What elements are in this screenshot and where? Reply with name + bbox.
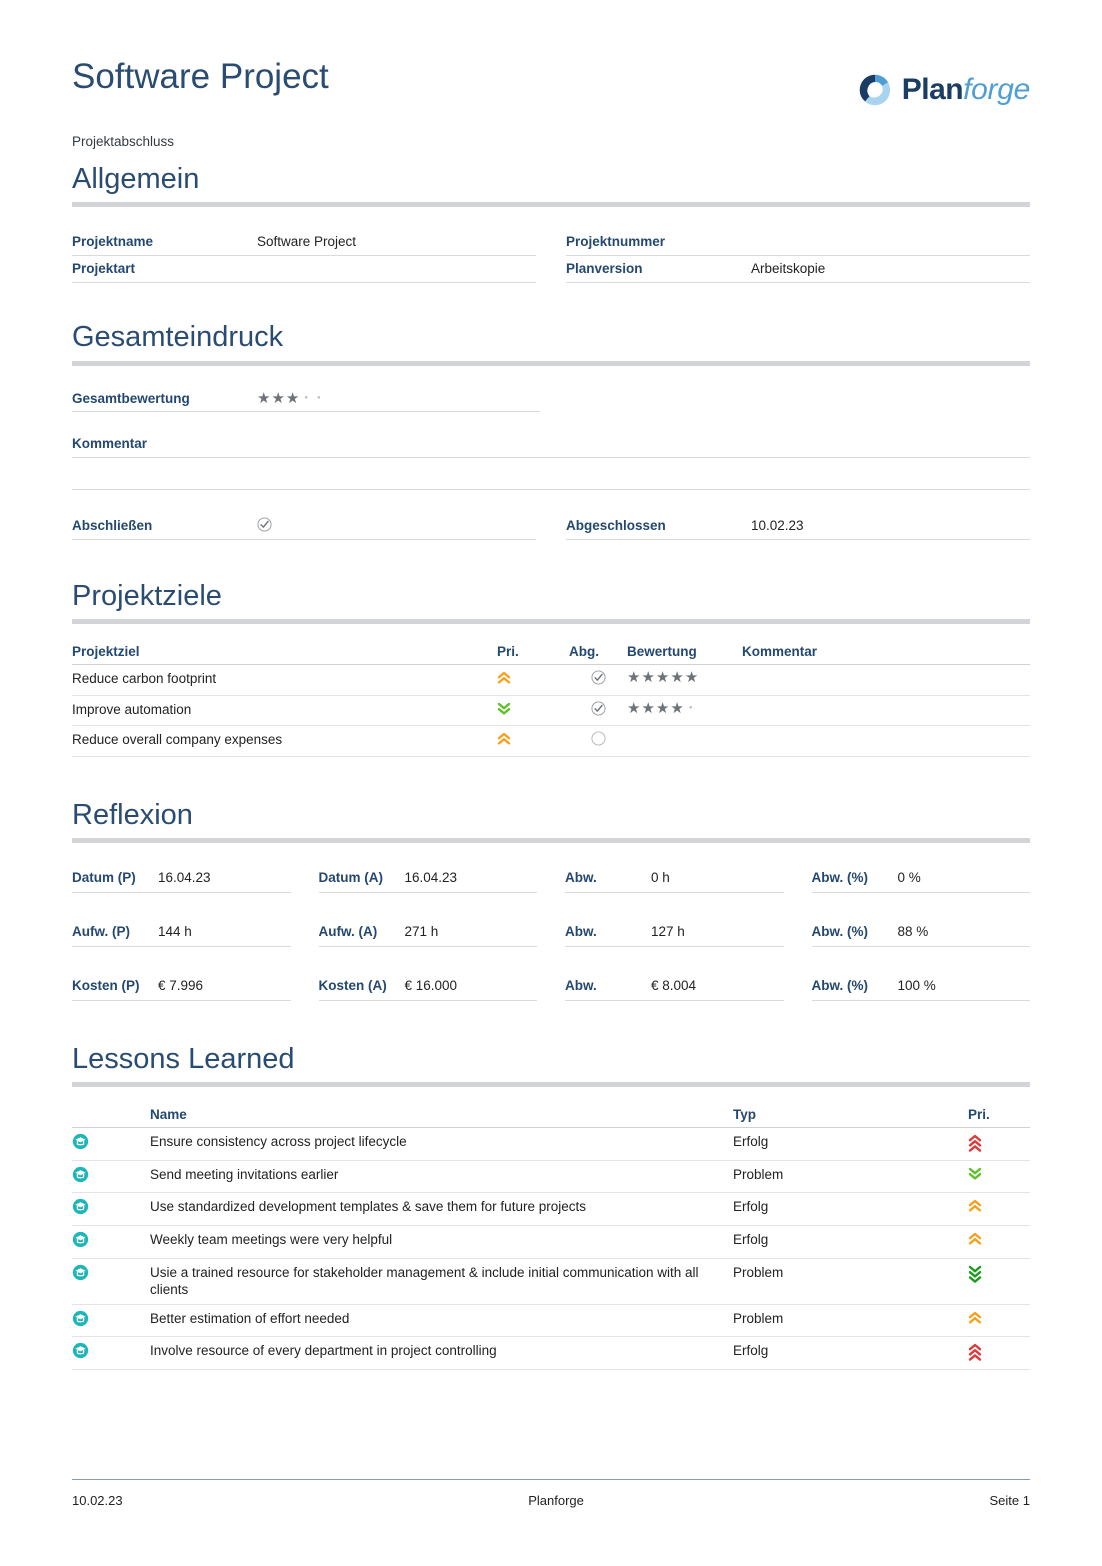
- graduation-cap-icon: [72, 1198, 89, 1215]
- field-gesamtbewertung: [72, 388, 540, 412]
- field-label: Datum (A): [318, 870, 383, 886]
- reflexion-field: [72, 865, 291, 893]
- check-circle-icon: [591, 670, 606, 685]
- field-label: Kosten (P): [72, 978, 140, 994]
- lessons-learned-rows: [72, 1128, 1030, 1369]
- field-label: Abw. (%): [811, 924, 868, 940]
- priority-high-icon: [968, 1231, 982, 1246]
- footer-divider: [72, 1479, 1030, 1480]
- section-title-lessons-learned: Lessons Learned: [72, 1043, 295, 1076]
- lesson-type: Erfolg: [733, 1128, 968, 1161]
- document-subtitle: Projektabschluss: [72, 134, 175, 149]
- star-filled-icon: ★: [285, 389, 300, 407]
- reflexion-field: [72, 973, 291, 1001]
- check-circle-icon: [591, 701, 606, 716]
- footer-page-number: Seite 1: [989, 1493, 1030, 1508]
- field-kommentar: [72, 436, 1030, 490]
- footer-brand: Planforge: [528, 1493, 584, 1508]
- graduation-cap-icon: [72, 1166, 89, 1183]
- star-empty-icon: ●: [688, 705, 693, 712]
- projektziele-rows: [72, 665, 1030, 757]
- section-gesamteindruck: [72, 321, 1030, 539]
- field-value: 16.04.23: [404, 870, 458, 886]
- document-header: [72, 0, 1030, 108]
- field-projektnummer: [566, 229, 1030, 256]
- field-label: Datum (P): [72, 870, 136, 886]
- reflexion-field: [319, 919, 538, 947]
- lesson-name: Better estimation of effort needed: [150, 1304, 733, 1337]
- table-row: [72, 695, 1030, 726]
- field-value: 144 h: [158, 924, 192, 940]
- goal-completed[interactable]: [569, 726, 627, 757]
- field-label: Abw.: [565, 978, 597, 994]
- goal-priority: [497, 695, 569, 726]
- reflexion-field: [812, 919, 1031, 947]
- goal-name: Improve automation: [72, 695, 497, 726]
- priority-low-icon: [968, 1166, 982, 1181]
- logo-plan-text: Plan: [901, 73, 964, 106]
- table-row: [72, 1160, 1030, 1193]
- goal-rating: [627, 665, 742, 696]
- section-title-gesamteindruck: Gesamteindruck: [72, 321, 284, 354]
- section-divider: [72, 619, 1030, 624]
- kommentar-text-area[interactable]: [72, 458, 1030, 490]
- overall-rating-stars: [257, 391, 325, 406]
- goal-comment: [742, 726, 1030, 757]
- field-label: Projektnummer: [566, 234, 666, 250]
- column-header-icon: [72, 1107, 150, 1128]
- section-allgemein: [72, 163, 1030, 283]
- lesson-icon-cell: [72, 1337, 150, 1370]
- goal-completed[interactable]: [569, 695, 627, 726]
- table-header-row: [72, 1107, 1030, 1128]
- abschliessen-checkbox[interactable]: [257, 517, 272, 535]
- field-value: 88 %: [897, 924, 929, 940]
- lesson-priority: [968, 1128, 1030, 1161]
- goal-name: Reduce carbon footprint: [72, 665, 497, 696]
- lesson-type: Problem: [733, 1304, 968, 1337]
- section-divider: [72, 838, 1030, 843]
- table-header-row: [72, 644, 1030, 665]
- star-filled-icon: ★: [670, 699, 684, 717]
- star-filled-icon: ★: [271, 389, 285, 407]
- table-row: [72, 726, 1030, 757]
- priority-very-high-icon: [968, 1342, 982, 1363]
- star-empty-icon: ●: [304, 395, 308, 402]
- field-abgeschlossen: [566, 513, 1030, 540]
- goal-priority: [497, 665, 569, 696]
- graduation-cap-icon: [72, 1231, 89, 1248]
- section-projektziele: [72, 580, 1030, 757]
- column-header-bewertung: Bewertung: [627, 644, 742, 665]
- table-row: [72, 1258, 1030, 1304]
- field-label: Projektart: [72, 261, 136, 277]
- lesson-name: Use standardized development templates & save them for future projects: [150, 1193, 733, 1226]
- lesson-icon-cell: [72, 1304, 150, 1337]
- lesson-type: Problem: [733, 1258, 968, 1304]
- field-value: Software Project: [257, 234, 357, 250]
- reflexion-fields: [72, 865, 1030, 1001]
- lesson-name: Involve resource of every department in project controlling: [150, 1337, 733, 1370]
- field-value: € 16.000: [404, 978, 458, 994]
- lesson-type: Problem: [733, 1160, 968, 1193]
- priority-very-low-icon: [968, 1264, 982, 1285]
- field-value: 16.04.23: [158, 870, 211, 886]
- field-value: 10.02.23: [751, 517, 804, 533]
- reflexion-field: [72, 919, 291, 947]
- table-row: [72, 1193, 1030, 1226]
- projektziele-table: [72, 644, 1030, 757]
- field-value: € 7.996: [158, 978, 204, 994]
- lesson-name: Weekly team meetings were very helpful: [150, 1226, 733, 1259]
- goal-completed[interactable]: [569, 665, 627, 696]
- field-label: Abgeschlossen: [566, 517, 666, 533]
- field-value: 0 %: [897, 870, 921, 886]
- field-label: Planversion: [566, 261, 643, 277]
- table-row: [72, 1226, 1030, 1259]
- field-label: Abschließen: [72, 517, 153, 533]
- field-abschliessen: [72, 513, 536, 540]
- lesson-icon-cell: [72, 1258, 150, 1304]
- star-filled-icon: ★: [655, 669, 670, 687]
- section-divider: [72, 202, 1030, 207]
- planforge-swirl-icon: [857, 72, 893, 108]
- allgemein-fields: [72, 229, 1030, 283]
- reflexion-field: [565, 919, 784, 947]
- check-circle-icon: [257, 517, 272, 532]
- table-row: [72, 1337, 1030, 1370]
- field-label: Aufw. (A): [318, 924, 378, 940]
- logo-wordmark: [902, 75, 1030, 105]
- goal-comment: [742, 665, 1030, 696]
- goal-name: Reduce overall company expenses: [72, 726, 497, 757]
- lesson-name: Usie a trained resource for stakeholder management & include initial communication with all clients: [150, 1258, 733, 1304]
- field-projektname: [72, 229, 536, 256]
- column-header-pri: Pri.: [968, 1107, 1030, 1128]
- field-label: Aufw. (P): [72, 924, 130, 940]
- empty-circle-icon: [591, 731, 606, 746]
- star-filled-icon: ★: [627, 669, 641, 687]
- priority-high-icon: [497, 731, 511, 746]
- field-projektart: [72, 256, 536, 283]
- reflexion-field: [812, 865, 1031, 893]
- field-value: Arbeitskopie: [751, 261, 826, 277]
- star-filled-icon: ★: [641, 699, 655, 717]
- section-title-projektziele: Projektziele: [72, 579, 222, 612]
- document-footer: [72, 1479, 1030, 1508]
- reflexion-field: [319, 973, 538, 1001]
- goal-comment: [742, 695, 1030, 726]
- lessons-learned-table: [72, 1107, 1030, 1369]
- graduation-cap-icon: [72, 1133, 89, 1150]
- field-value: 100 %: [897, 978, 936, 994]
- priority-high-icon: [968, 1198, 982, 1213]
- lesson-type: Erfolg: [733, 1193, 968, 1226]
- lesson-type: Erfolg: [733, 1226, 968, 1259]
- gesamteindruck-closing-fields: [72, 513, 1030, 540]
- field-label: Kommentar: [72, 436, 1030, 458]
- column-header-typ: Typ: [733, 1107, 968, 1128]
- section-title-allgemein: Allgemein: [72, 163, 200, 195]
- star-filled-icon: ★: [684, 669, 699, 687]
- column-header-projektziel: Projektziel: [72, 644, 497, 665]
- star-filled-icon: ★: [257, 389, 271, 407]
- column-header-kommentar: Kommentar: [742, 644, 1030, 665]
- lesson-icon-cell: [72, 1160, 150, 1193]
- graduation-cap-icon: [72, 1264, 89, 1281]
- goal-rating: [627, 695, 742, 726]
- field-planversion: [566, 256, 1030, 283]
- field-label: Gesamtbewertung: [72, 390, 190, 406]
- lesson-icon-cell: [72, 1226, 150, 1259]
- section-title-reflexion: Reflexion: [72, 798, 193, 831]
- reflexion-field: [812, 973, 1031, 1001]
- priority-very-high-icon: [968, 1133, 982, 1154]
- star-empty-icon: ●: [316, 395, 321, 402]
- table-row: [72, 1304, 1030, 1337]
- section-divider: [72, 1082, 1030, 1087]
- star-filled-icon: ★: [670, 669, 684, 687]
- star-filled-icon: ★: [627, 699, 641, 717]
- table-row: [72, 1128, 1030, 1161]
- reflexion-field: [565, 973, 784, 1001]
- lesson-priority: [968, 1160, 1030, 1193]
- lesson-priority: [968, 1304, 1030, 1337]
- lesson-priority: [968, 1258, 1030, 1304]
- logo-forge-text: forge: [963, 73, 1030, 106]
- field-label: Abw.: [565, 924, 597, 940]
- column-header-pri: Pri.: [497, 644, 569, 665]
- priority-low-icon: [497, 701, 511, 716]
- priority-high-icon: [497, 670, 511, 685]
- planforge-logo: [857, 72, 1030, 108]
- lesson-icon-cell: [72, 1128, 150, 1161]
- field-value: 0 h: [651, 870, 670, 886]
- lesson-name: Send meeting invitations earlier: [150, 1160, 733, 1193]
- lesson-priority: [968, 1337, 1030, 1370]
- footer-date: 10.02.23: [72, 1493, 123, 1508]
- table-row: [72, 665, 1030, 696]
- reflexion-field: [565, 865, 784, 893]
- goal-priority: [497, 726, 569, 757]
- field-value: 127 h: [651, 924, 685, 940]
- lesson-type: Erfolg: [733, 1337, 968, 1370]
- field-label: Abw. (%): [811, 870, 868, 886]
- section-lessons-learned: [72, 1043, 1030, 1370]
- lesson-icon-cell: [72, 1193, 150, 1226]
- graduation-cap-icon: [72, 1310, 89, 1327]
- star-filled-icon: ★: [655, 699, 670, 717]
- goal-rating: [627, 726, 742, 757]
- graduation-cap-icon: [72, 1342, 89, 1359]
- field-label: Projektname: [72, 234, 154, 250]
- field-value: 271 h: [404, 924, 439, 940]
- field-label: Abw.: [565, 870, 597, 886]
- field-label: Kosten (A): [318, 978, 387, 994]
- section-reflexion: [72, 799, 1030, 1001]
- lesson-name: Ensure consistency across project lifecycle: [150, 1128, 733, 1161]
- reflexion-field: [319, 865, 538, 893]
- page-title: Software Project: [72, 57, 329, 96]
- lesson-priority: [968, 1226, 1030, 1259]
- section-divider: [72, 361, 1030, 366]
- field-value: € 8.004: [651, 978, 697, 994]
- column-header-abg: Abg.: [569, 644, 627, 665]
- column-header-name: Name: [150, 1107, 733, 1128]
- lesson-priority: [968, 1193, 1030, 1226]
- priority-high-icon: [968, 1310, 982, 1325]
- field-label: Abw. (%): [811, 978, 868, 994]
- star-filled-icon: ★: [641, 669, 655, 687]
